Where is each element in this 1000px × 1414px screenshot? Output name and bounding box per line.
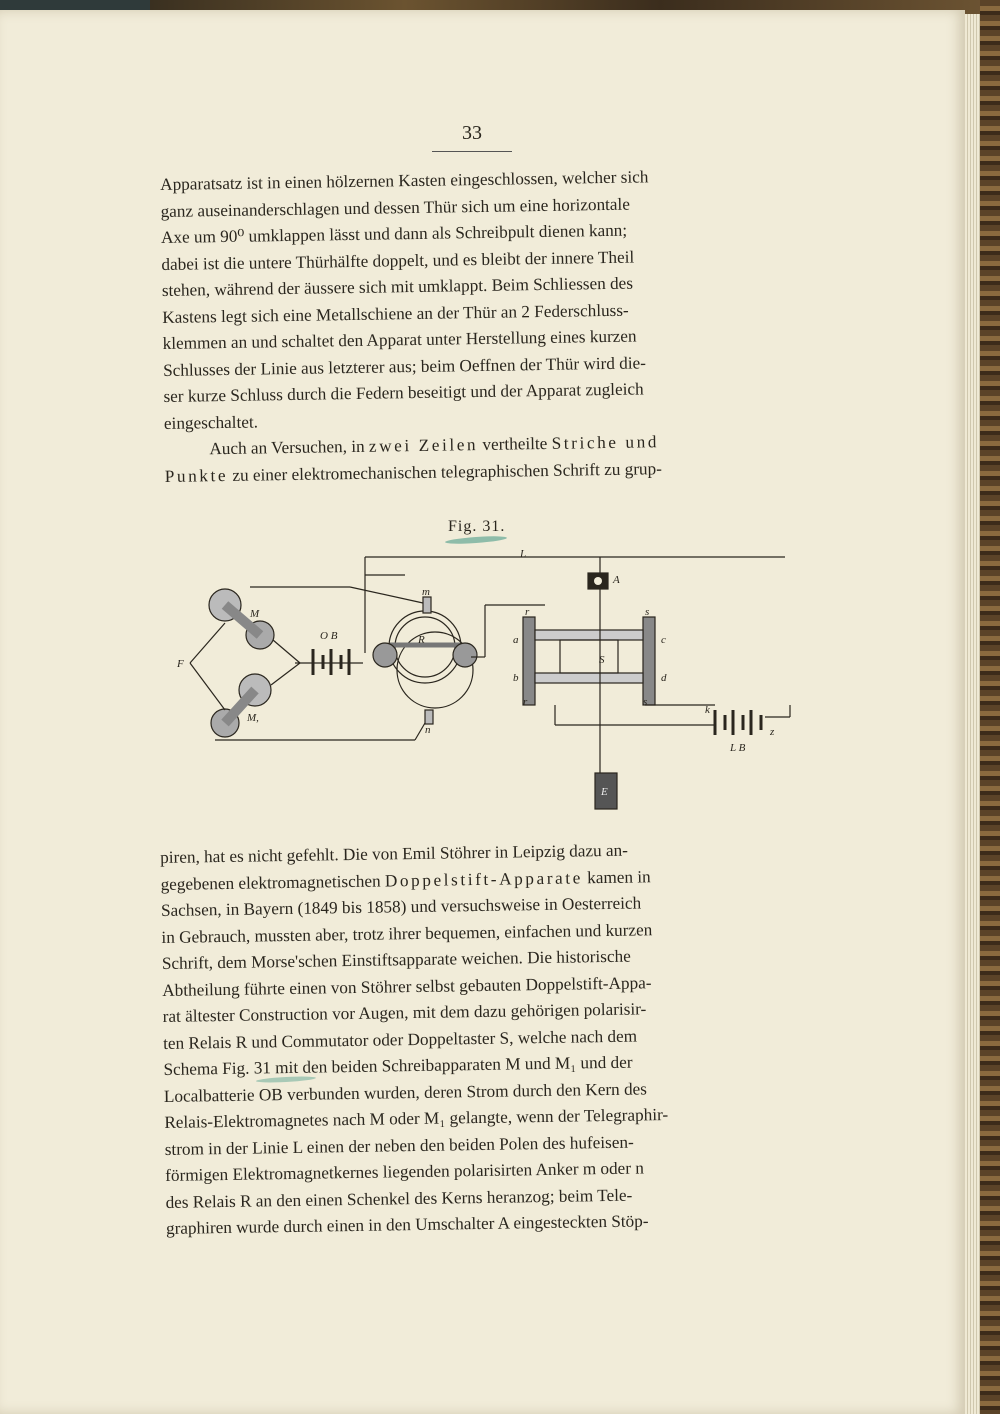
anchor-m — [423, 597, 431, 613]
spaced-text: Striche und — [551, 432, 660, 453]
label-A: A — [613, 574, 620, 586]
label-s: s — [643, 696, 648, 708]
paragraph-bottom — [160, 835, 806, 1243]
spaced-text: zwei Zeilen — [368, 435, 479, 456]
label-d: d — [661, 672, 667, 684]
commutator-S-body — [560, 640, 618, 673]
text-line: Apparatsatz ist in einen hölzernen Kasten eingeschlossen, welcher sich — [160, 167, 649, 194]
text-line: Schema Fig. 31 mit den beiden Schreibapparaten M und M₁ und der — [163, 1052, 633, 1079]
text-line: stehen, während der äussere sich mit umklappt. Beim Schliessen des — [161, 273, 634, 300]
label-E: E — [601, 786, 608, 798]
text-line: des Relais R an den einen Schenkel des Kerns heranzog; beim Tele- — [165, 1185, 633, 1212]
label-r: r — [525, 606, 530, 618]
commutator-plate-left — [523, 617, 535, 705]
text-line: Kastens legt sich eine Metallschiene an der Thür an 2 Federschluss- — [162, 300, 629, 327]
text-run: vertheilte — [478, 433, 552, 455]
text-line: in Gebrauch, mussten aber, trotz ihrer bequemen, einfachen und kurzen — [161, 919, 653, 947]
text-run: Auch an Versuchen, in — [209, 436, 370, 459]
label-OB: O B — [320, 630, 338, 642]
commutator-plate-right — [643, 617, 655, 705]
text-line: dabei ist die untere Thürhälfte doppelt, und es bleibt der innere Theil — [161, 247, 635, 274]
label-m: m — [422, 586, 430, 598]
text-line: eingeschaltet. — [163, 411, 259, 433]
label-b: b — [513, 672, 519, 684]
text-run: kamen in — [582, 866, 651, 887]
label-r: r — [523, 696, 528, 708]
figure-caption: Fig. 31. — [448, 518, 506, 535]
paragraph-top — [160, 162, 805, 490]
spaced-text: Doppelstift-Apparate — [384, 867, 584, 890]
label-z: z — [770, 726, 775, 738]
label-LB: L B — [730, 742, 746, 754]
spaced-text: Punkte — [164, 465, 229, 486]
label-s: s — [645, 606, 650, 618]
text-run: gegebenen elektromagnetischen — [160, 870, 386, 894]
text-line: rat ältester Construction vor Augen, mit dem dazu gehörigen polarisir- — [162, 999, 647, 1026]
text-line: ten Relais R und Commutator oder Doppeltaster S, welche nach dem — [162, 1026, 638, 1053]
label-S: S — [599, 654, 605, 666]
text-line: förmigen Elektromagnetkernes liegenden polarisirten Anker m oder n — [165, 1158, 645, 1185]
page-edges — [965, 14, 980, 1414]
text-run: zu einer elektromechanischen telegraphischen Schrift zu grup- — [227, 458, 663, 485]
label-n: n — [425, 724, 431, 736]
anchor-n — [425, 710, 433, 724]
label-a: a — [513, 634, 519, 646]
label-k: k — [705, 704, 710, 716]
label-R: R — [418, 634, 425, 646]
text-line: klemmen an und schaltet den Apparat unter Herstellung eines kurzen — [162, 326, 637, 353]
text-line: Abtheilung führte einen von Stöhrer selbst gebauten Doppelstift-Appa- — [162, 972, 652, 1000]
label-M1: M, — [247, 712, 259, 724]
text-line: Sachsen, in Bayern (1849 bis 1858) und versuchsweise in Oesterreich — [160, 893, 642, 920]
telegraph-circuit-diagram — [175, 545, 805, 820]
label-M: M — [250, 608, 260, 620]
page-number: 33 — [432, 122, 512, 152]
text-line: strom in der Linie L einen der neben den beiden Polen des hufeisen- — [164, 1132, 634, 1159]
text-line: Axe um 90⁰ umklappen lässt und dann als Schreibpult dienen kann; — [160, 220, 628, 247]
label-L: L — [520, 548, 527, 560]
text-line: ser kurze Schluss durch die Federn beseitigt und der Apparat zugleich — [163, 379, 644, 406]
text-line: graphiren wurde durch einen in den Umschalter A eingesteckten Stöp- — [165, 1211, 649, 1238]
text-line: piren, hat es nicht gefehlt. Die von Emil Stöhrer in Leipzig dazu an- — [160, 840, 629, 867]
book-cover-right — [980, 0, 1000, 1414]
label-c: c — [661, 634, 666, 646]
text-line: Relais-Elektromagnetes nach M oder M₁ gelangte, wenn der Telegraphir- — [164, 1105, 669, 1132]
text-line: ganz auseinanderschlagen und dessen Thür sich um eine horizontale — [160, 194, 631, 221]
text-line: Localbatterie OB verbunden wurden, deren Strom durch den Kern des — [163, 1078, 648, 1106]
text-line: Schlusses der Linie aus letzterer aus; beim Oeffnen der Thür wird die- — [162, 352, 647, 380]
text-line: Schrift, dem Morse'schen Einstiftsapparate weichen. Die historische — [161, 946, 631, 973]
label-F: F — [177, 658, 184, 670]
